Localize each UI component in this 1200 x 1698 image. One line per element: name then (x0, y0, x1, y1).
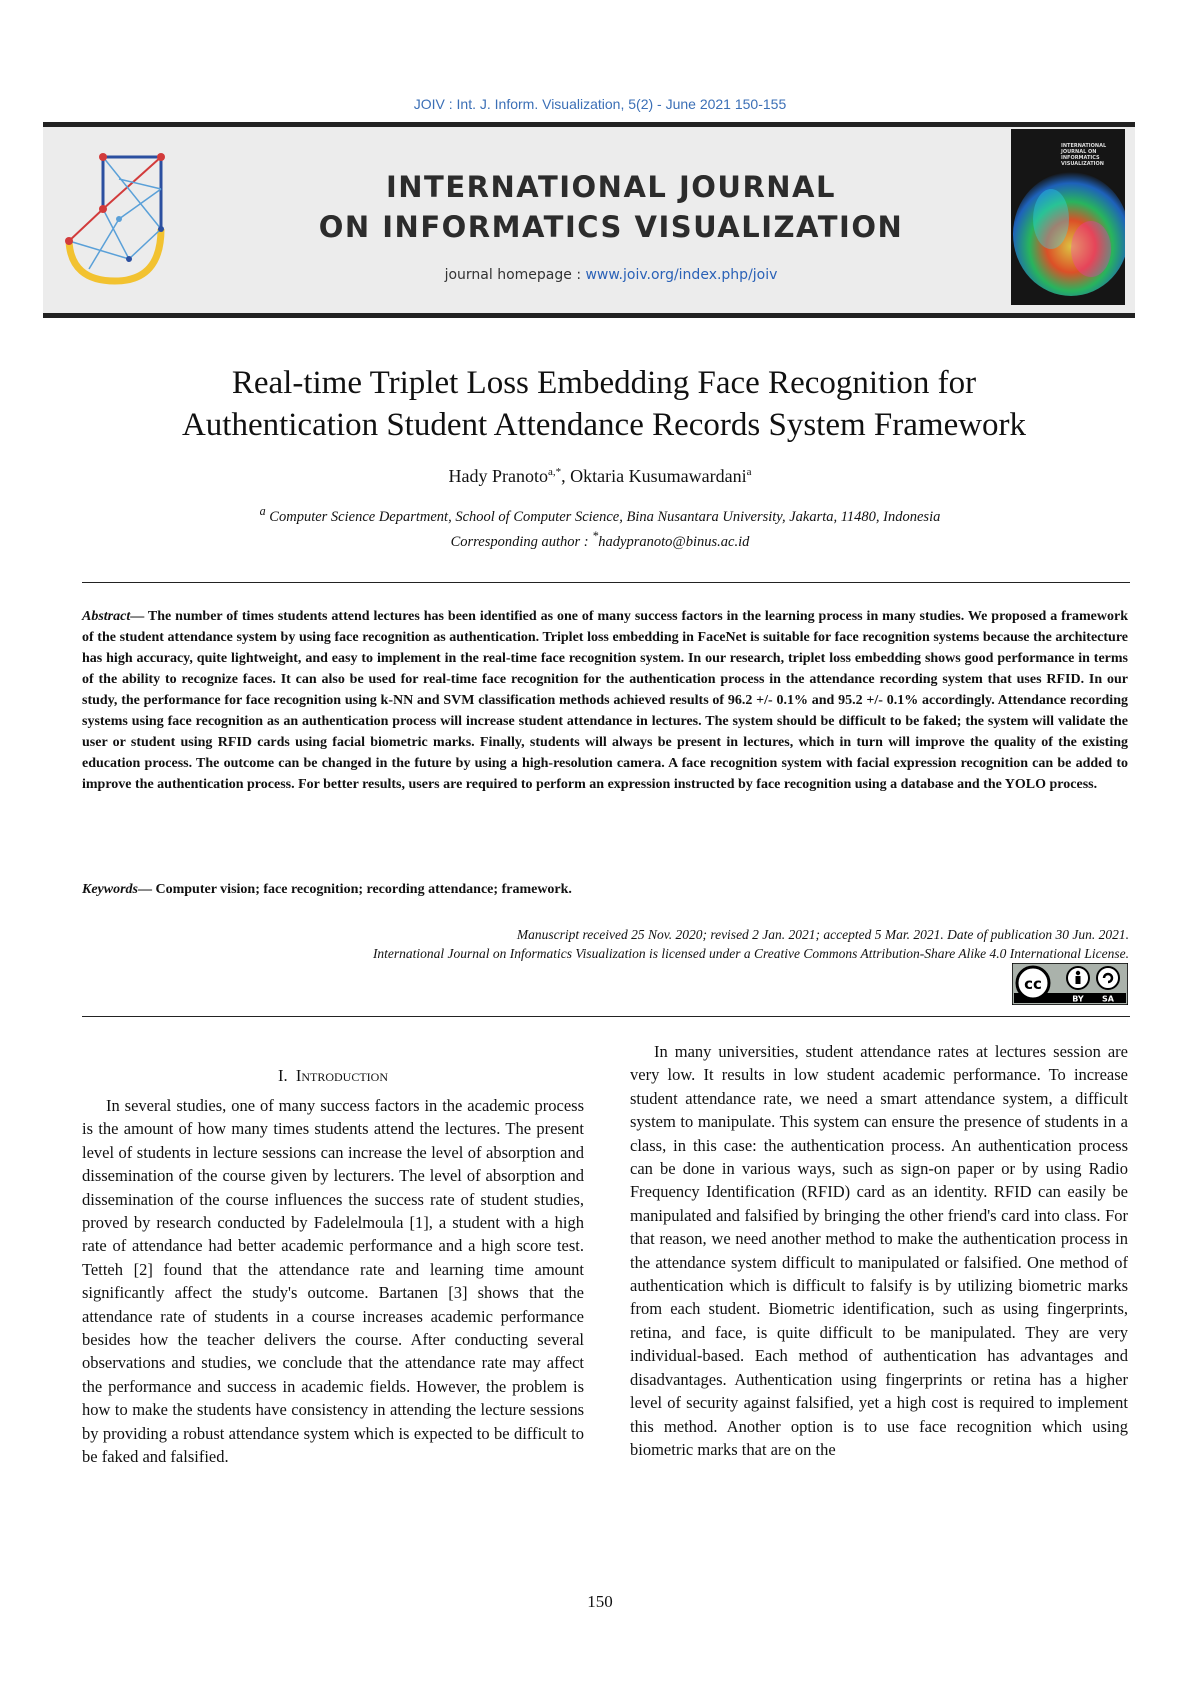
keywords-text: Computer vision; face recognition; recording attendance; framework. (155, 882, 572, 897)
author-name: Oktaria Kusumawardani (570, 466, 747, 486)
keywords-label: Keywords (82, 882, 138, 897)
cover-title: INTERNATIONAL JOURNAL ON INFORMATICS VISUALIZATION (1061, 143, 1107, 167)
by-label: BY (1072, 994, 1084, 1004)
journal-logo (43, 127, 221, 313)
paper-title-line1: Real-time Triplet Loss Embedding Face Recognition for (231, 365, 977, 401)
cc-by-sa-license-icon[interactable] (1012, 963, 1128, 1005)
divider (82, 582, 1130, 583)
body-paragraph: In many universities, student attendance rates at lectures session are very low. It results in low student academic performance. To increase student attendance rate, we need a smart attendance system, a difficult system to manipulate. This system can ensure the presence of students in a class, in this case: the authentication process. An authentication process can be done in various ways, such as sign-on paper or by using Radio Frequency Identification (RFID) card as an identity. RFID can easily be manipulated and falsified by bringing the other friend's card into class. For that reason, we need another method to make the authentication process in the attendance system difficult to manipulated or falsified. One method of authentication which is difficult to falsify is by utilizing biometric marks from each student. Biometric identification, such as using fingerprints, retina, and face, is quite difficult to be manipulated. They are very individual-based. Each method of authentication has advantages and disadvantages. Authentication using fingerprints or retina has a higher level of security against falsified, yet a high cost is required to implement this method. Another option is to use face recognition which using biometric marks that are on the (630, 1042, 1128, 1459)
divider (82, 1016, 1130, 1017)
author-name: Hady Pranoto (448, 466, 548, 486)
journal-homepage (221, 267, 1001, 283)
sa-label: SA (1102, 994, 1114, 1004)
manuscript-dates: Manuscript received 25 Nov. 2020; revised 2 Jan. 2021; accepted 5 Mar. 2021. Date of publication 30 Jun. 2021. (516, 927, 1129, 942)
homepage-label: journal homepage : (444, 267, 586, 283)
body-column-right (630, 1040, 1128, 1461)
section-numeral: I. (277, 1066, 288, 1085)
page-number: 150 (587, 1592, 613, 1611)
license-statement: International Journal on Informatics Visualization is licensed under a Creative Commons Attribution-Share Alike 4.0 International License. (372, 946, 1129, 961)
journal-cover-image (1011, 129, 1125, 305)
journal-name-line1: INTERNATIONAL JOURNAL (386, 170, 836, 204)
body-paragraph: In several studies, one of many success factors in the academic process is the amount of how many times students attend the lectures. The present level of students in lecture sessions can increase the level of absorption and dissemination of the course given by lecturers. The level of absorption and dissemination of the course influences the success rate of student studies, proved by research conducted by Fadelelmoula [1], a student with a high rate of attendance had better academic performance and a high score test. Tetteh [2] found that the attendance rate and learning time amount significantly affect the study's outcome. Bartanen [3] shows that the attendance rate of students in a course increases academic performance besides how the teacher delivers the course. After conducting several observations and studies, we conclude that the attendance rate may affect the performance and success in academic fields. However, the problem is how to make the students have consistency in attending the lecture sessions by providing a robust attendance system which is expected to be difficult to be faked and falsified. (82, 1096, 584, 1467)
section-heading (82, 1066, 584, 1086)
section-title: Introduction (295, 1066, 389, 1085)
cc-label: cc (1024, 975, 1042, 993)
paper-title-line2: Authentication Student Attendance Records System Framework (181, 407, 1027, 443)
paper-title (60, 362, 1148, 446)
abstract: Abstract— The number of times students attend lectures has been identified as one of many success factors in the learning process in many studies. We proposed a framework of the student attendance system by using face recognition as authentication. Triplet loss embedding in FaceNet is suitable for face recognition systems because the architecture has high accuracy, quite lightweight, and easy to implement in the real-time face recognition system. In our research, triplet loss embedding shows good performance in terms of the ability to recognize faces. It can also be used for real-time face recognition for the authentication process in the attendance recording system that uses RFID. In our study, the performance for face recognition using k-NN and SVM classification methods achieved results of 96.2 +/- 0.1% and 95.2 +/- 0.1% accordingly. Attendance recording systems using face recognition as an authentication process will increase student attendance in lectures. The system should be difficult to be faked; the system will validate the user or student using RFID cards using facial biometric marks. Finally, students will always be present in lectures, which in turn will improve the quality of the existing education process. The outcome can be changed in the future by using a high-resolution camera. A face recognition system with facial expression recognition can be added to improve the authentication process. For better results, users are required to perform an expression instructed by face recognition using a database and the YOLO process. (82, 609, 1128, 792)
author-list: Hady Pranoto$^{a,*}$, Oktaria Kusumawardani$^a$ (448, 466, 752, 486)
affiliation: $^a$ Computer Science Department, School of Computer Science, Bina Nusantara University, Jakarta, 11480, Indonesia (259, 504, 941, 525)
journal-header (43, 122, 1135, 318)
homepage-link[interactable]: www.joiv.org/index.php/joiv (585, 267, 778, 283)
journal-citation: JOIV : Int. J. Inform. Visualization, 5(2) - June 2021 150-155 (413, 96, 787, 112)
joiv-j-logo-icon (59, 149, 179, 289)
journal-name-line2: ON INFORMATICS VISUALIZATION (318, 210, 904, 244)
body-column-left (82, 1094, 584, 1469)
abstract-text: The number of times students attend lectures has been identified as one of many success factors in the learning process in many studies. We proposed a framework of the student attendance system by using face recognition as authentication. Triplet loss embedding in FaceNet is suitable for face recognition systems because the architecture has high accuracy, quite lightweight, and easy to implement in the real-time face recognition system. In our research, triplet loss embedding shows good performance in terms of the ability to recognize faces. It can also be used for real-time face recognition for the authentication process in the attendance recording system that uses RFID. In our study, the performance for face recognition using k-NN and SVM classification methods achieved results of 96.2 +/- 0.1% and 95.2 +/- 0.1% accordingly. Attendance recording systems using face recognition as an authentication process will increase student attendance in lectures. The system should be difficult to be faked; the system will validate the user or student using RFID cards using facial biometric marks. Finally, students will always be present in lectures, which in turn will improve the quality of the existing education process. The outcome can be changed in the future by using a high-resolution camera. A face recognition system with facial expression recognition can be added to improve the authentication process. For better results, users are required to perform an expression instructed by face recognition using a database and the YOLO process. (82, 609, 1128, 792)
corresponding-email[interactable]: hadypranoto@binus.ac.id (598, 533, 750, 550)
abstract-label: Abstract (82, 609, 131, 624)
publication-info (373, 925, 1129, 963)
keywords: Keywords— Computer vision; face recognition; recording attendance; framework. (82, 882, 572, 897)
journal-name (221, 167, 1001, 247)
corresponding-author: Corresponding author : *hadypranoto@binus.ac.id (450, 529, 750, 550)
